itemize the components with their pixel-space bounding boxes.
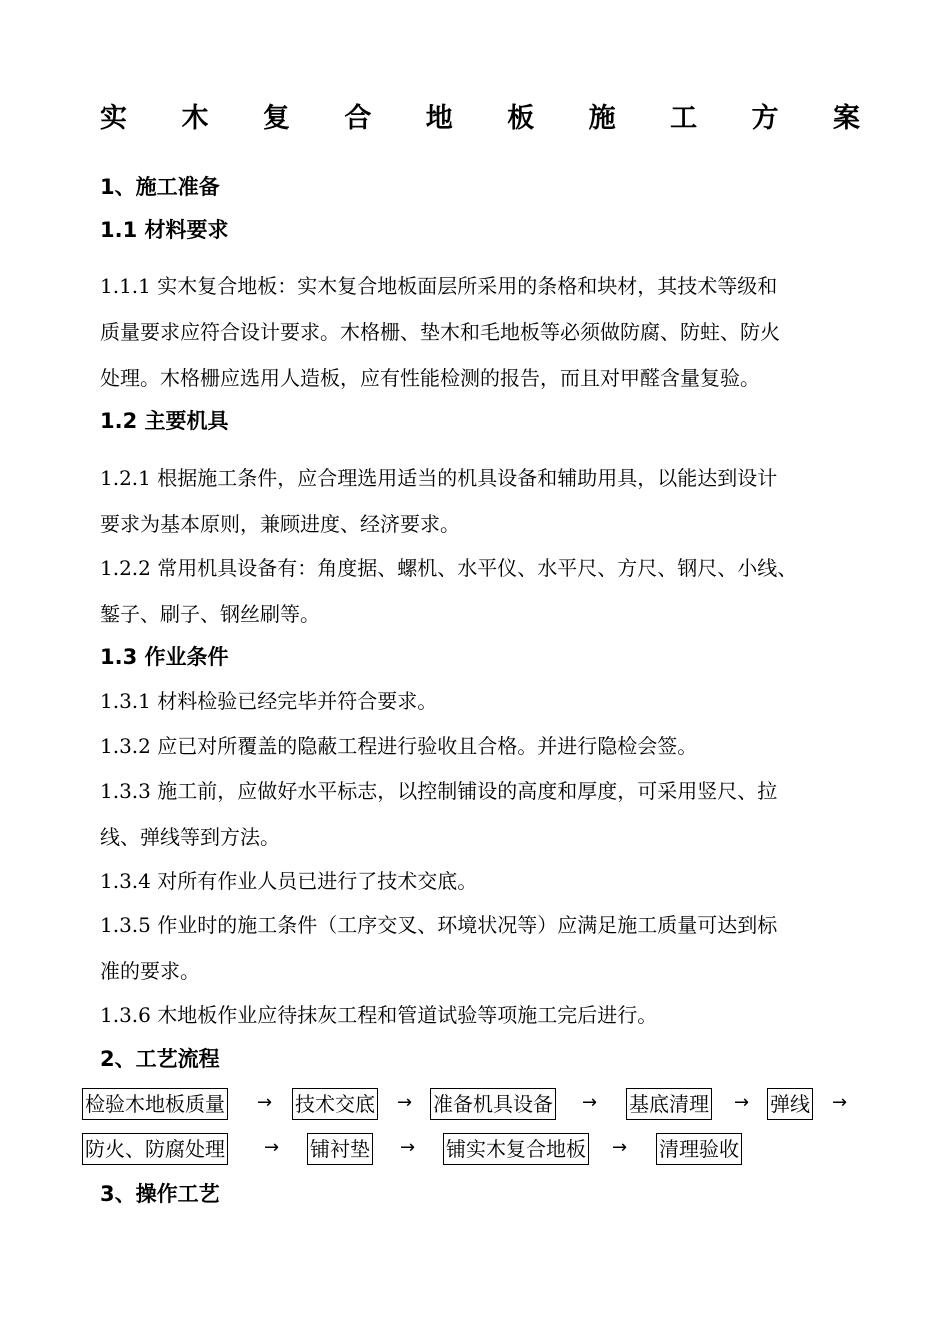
text-line: 1.3.4 对所有作业人员已进行了技术交底。	[100, 869, 478, 893]
text-line: 錾子、刷子、钢丝刷等。	[100, 602, 320, 626]
paragraph-1-3-6	[100, 992, 870, 1038]
arrow-right-icon: →	[734, 1092, 750, 1113]
arrow-right-icon: →	[257, 1092, 273, 1113]
text-line: 处理。木格栅应选用人造板，应有性能检测的报告，而且对甲醛含量复验。	[100, 366, 760, 390]
text-line: 1.2.2 常用机具设备有：角度据、螺机、水平仪、水平尺、方尺、钢尺、小线、	[100, 556, 798, 580]
title-char: 复	[262, 103, 290, 134]
text-line: 1.3.1 材料检验已经完毕并符合要求。	[100, 689, 438, 713]
title-char: 案	[832, 103, 860, 134]
paragraph-1-3-1	[100, 678, 870, 724]
text-line: 1.2.1 根据施工条件，应合理选用适当的机具设备和辅助用具，以能达到设计	[100, 466, 778, 490]
text-line: 1.3.3 施工前，应做好水平标志，以控制铺设的高度和厚度，可采用竖尺、拉	[100, 779, 778, 803]
process-flow-row-1	[82, 1088, 882, 1120]
text-line: 线、弹线等到方法。	[100, 825, 280, 849]
flow-step-box: 清理验收	[656, 1133, 742, 1165]
text-line: 1.3.6 木地板作业应待抹灰工程和管道试验等项施工完后进行。	[100, 1003, 658, 1027]
section-heading: 2、工艺流程	[100, 1047, 220, 1071]
title-char: 方	[751, 103, 779, 134]
section-heading: 1、施工准备	[100, 175, 220, 199]
arrow-right-icon: →	[400, 1137, 416, 1158]
flow-step-box: 铺实木复合地板	[443, 1133, 589, 1165]
title-char: 工	[670, 103, 698, 134]
text-line: 1.3.5 作业时的施工条件（工序交叉、环境状况等）应满足施工质量可达到标	[100, 913, 778, 937]
text-line: 要求为基本原则，兼顾进度、经济要求。	[100, 512, 460, 536]
flow-step-box: 技术交底	[292, 1088, 378, 1120]
arrow-right-icon: →	[832, 1092, 848, 1113]
paragraph-1-2-2	[100, 545, 870, 637]
paragraph-1-3-5	[100, 902, 870, 994]
title-char: 实	[100, 103, 127, 134]
document-title	[100, 96, 860, 142]
flow-step-box: 准备机具设备	[430, 1088, 556, 1120]
text-line: 1.3.2 应已对所覆盖的隐蔽工程进行验收且合格。并进行隐检会签。	[100, 734, 698, 758]
paragraph-1-3-2	[100, 723, 870, 769]
arrow-right-icon: →	[612, 1137, 628, 1158]
title-char: 施	[588, 103, 616, 134]
flow-step-box: 防火、防腐处理	[82, 1133, 228, 1165]
title-char: 地	[425, 103, 453, 134]
flow-step-box: 弹线	[767, 1088, 813, 1120]
arrow-right-icon: →	[582, 1092, 598, 1113]
paragraph-1-3-3	[100, 768, 870, 860]
paragraph-1-2-1	[100, 455, 870, 547]
process-flow-row-2	[82, 1133, 882, 1165]
title-char: 板	[507, 103, 535, 134]
subsection-heading: 1.3 作业条件	[100, 645, 229, 669]
subsection-heading: 1.1 材料要求	[100, 218, 229, 242]
arrow-right-icon: →	[264, 1137, 280, 1158]
flow-step-box: 基底清理	[626, 1088, 712, 1120]
title-char: 合	[344, 103, 372, 134]
flow-step-box: 铺衬垫	[307, 1133, 373, 1165]
title-char: 木	[181, 103, 209, 134]
arrow-right-icon: →	[397, 1092, 413, 1113]
paragraph-1-1-1	[100, 263, 870, 401]
text-line: 1.1.1 实木复合地板：实木复合地板面层所采用的条格和块材，其技术等级和	[100, 274, 778, 298]
text-line: 质量要求应符合设计要求。木格栅、垫木和毛地板等必须做防腐、防蛀、防火	[100, 320, 780, 344]
section-heading: 3、操作工艺	[100, 1182, 220, 1206]
paragraph-1-3-4	[100, 858, 870, 904]
text-line: 准的要求。	[100, 959, 200, 983]
flow-step-box: 检验木地板质量	[82, 1088, 228, 1120]
subsection-heading: 1.2 主要机具	[100, 409, 229, 433]
